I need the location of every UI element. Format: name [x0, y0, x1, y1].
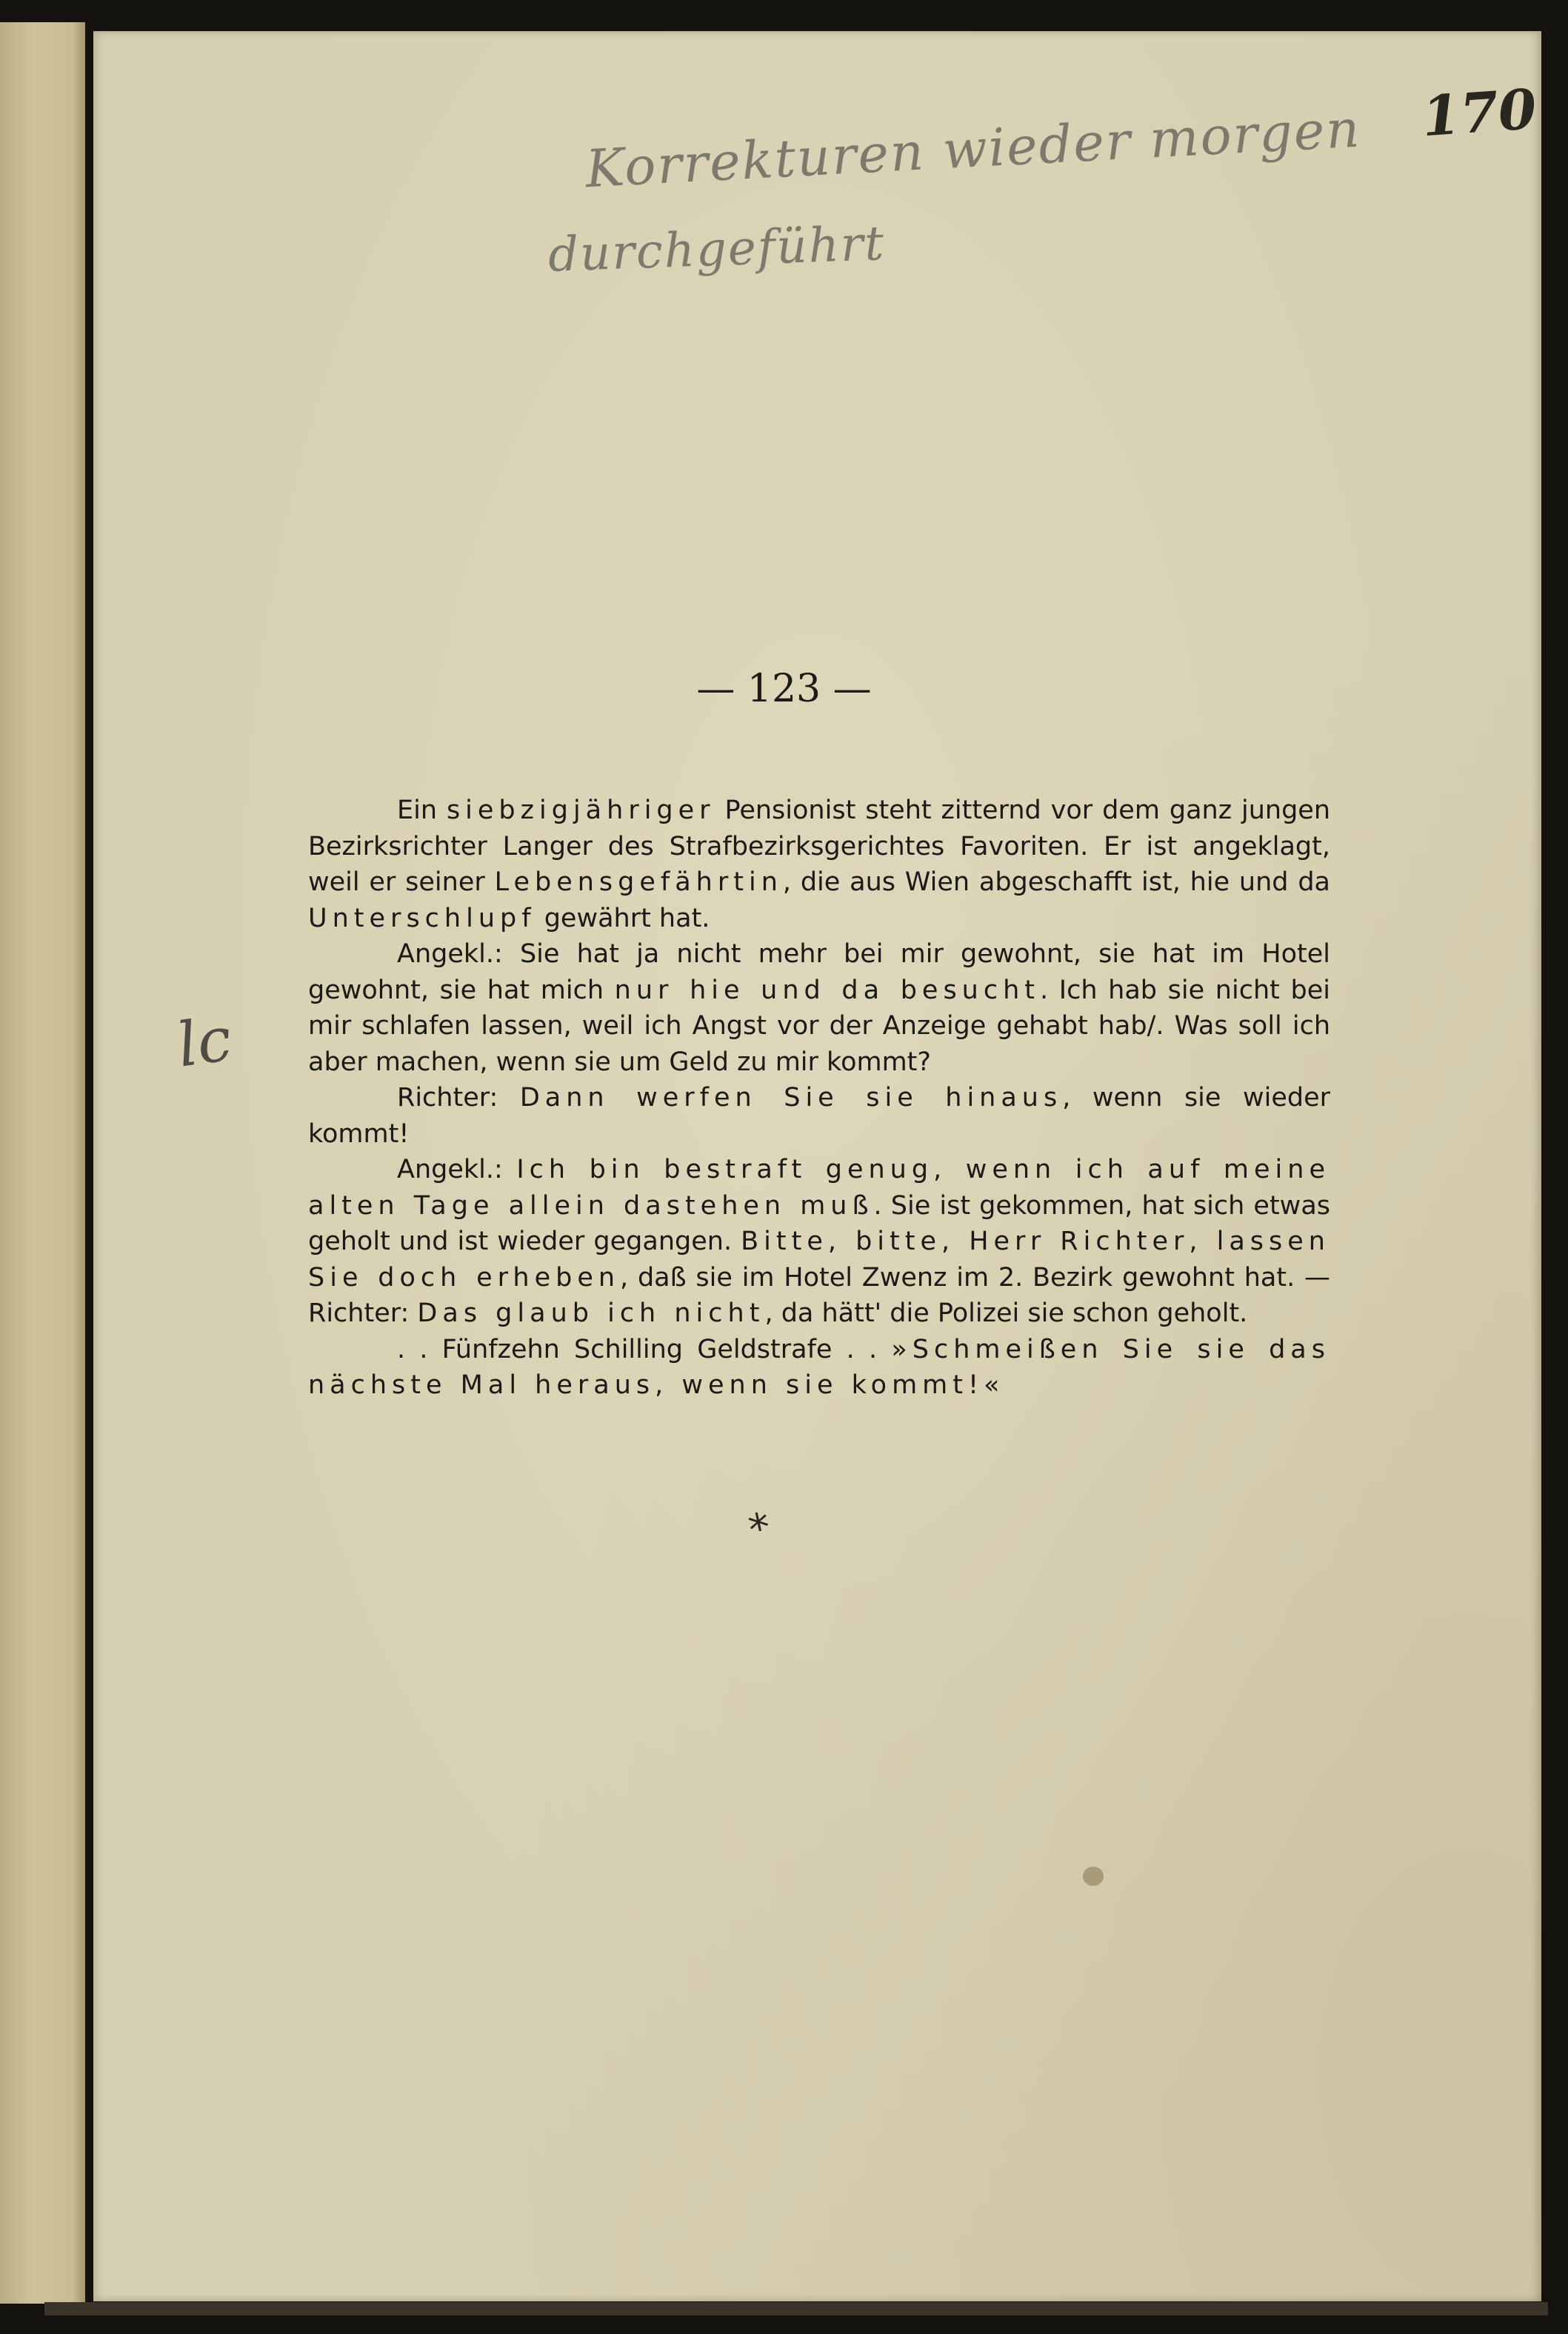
paragraph-defendant-1	[308, 936, 1330, 1080]
pencil-note-line-1: Korrekturen wieder morgen	[584, 98, 1363, 200]
handwritten-folio-number: 170	[1420, 77, 1539, 150]
text-run: , daß sie im Hotel Zwenz im 2. Bezirk gewohnt hat. — Richter:	[308, 1262, 1330, 1328]
paragraph-defendant-2	[308, 1152, 1330, 1332]
spaced-text-run: nur hie und da besucht	[614, 975, 1041, 1005]
text-run: Angekl.: Sie hat ja nicht mehr bei mir gewohnt, sie hat im Hotel gewohnt, sie hat mich	[308, 939, 1330, 1005]
spaced-text-run: Das glaub ich nicht	[417, 1298, 765, 1328]
text-run: . Ich hab sie nicht bei mir schlafen lassen, weil ich Angst vor der Anzeige gehabt hab/. Was soll ich aber machen, wenn sie um Geld zu mir kommt?	[308, 975, 1330, 1077]
paper-stain	[1083, 1867, 1104, 1886]
page-bottom-edge	[44, 2302, 1548, 2315]
pencil-note-line-2: durchgeführt	[547, 216, 887, 283]
spaced-text-run: Lebensgefährtin	[494, 867, 783, 897]
end-asterisk-mark: *	[744, 1503, 775, 1556]
paragraph-judge-1	[308, 1080, 1330, 1152]
paragraph-intro	[308, 793, 1330, 936]
paragraph-verdict	[308, 1332, 1330, 1404]
text-run: Ein	[397, 796, 447, 825]
spaced-text-run: Ich bin bestraft genug, wenn ich auf meine alten Tage allein dastehen muß	[308, 1155, 1330, 1221]
text-run: , wenn sie wieder kommt!	[308, 1083, 1330, 1149]
left-page-edge	[0, 22, 85, 2304]
text-run: Pensionist steht zitternd vor dem ganz jungen Bezirksrichter Langer des Strafbezirksgerichtes Favoriten. Er ist angeklagt, weil er seiner	[308, 796, 1330, 897]
spaced-text-run: Dann werfen Sie sie hinaus	[519, 1083, 1063, 1113]
text-run: gewährt hat.	[536, 903, 710, 933]
article-body	[308, 793, 1330, 1404]
text-run: Angekl.:	[397, 1155, 517, 1184]
margin-correction-mark: lc	[173, 1004, 236, 1081]
text-run: . . Fünfzehn Schilling Geldstrafe . .	[397, 1334, 892, 1364]
spaced-text-run: Bitte, bitte, Herr Richter, lassen Sie doch erheben	[308, 1227, 1330, 1293]
text-run: Richter:	[397, 1083, 520, 1113]
text-run: , die aus Wien abgeschafft ist, hie und da	[782, 867, 1330, 897]
text-run: . Sie ist gekommen, hat sich etwas geholt und ist wieder gegangen.	[308, 1190, 1330, 1256]
spaced-text-run: Unterschlupf	[308, 903, 536, 933]
text-run: , da hätt' die Polizei sie schon geholt.	[764, 1298, 1248, 1328]
page-number: — 123 —	[696, 667, 872, 711]
spaced-text-run: »Schmeißen Sie sie das nächste Mal heraus, wenn sie kommt!«	[308, 1334, 1330, 1400]
spaced-text-run: siebzigjähriger	[446, 796, 715, 825]
